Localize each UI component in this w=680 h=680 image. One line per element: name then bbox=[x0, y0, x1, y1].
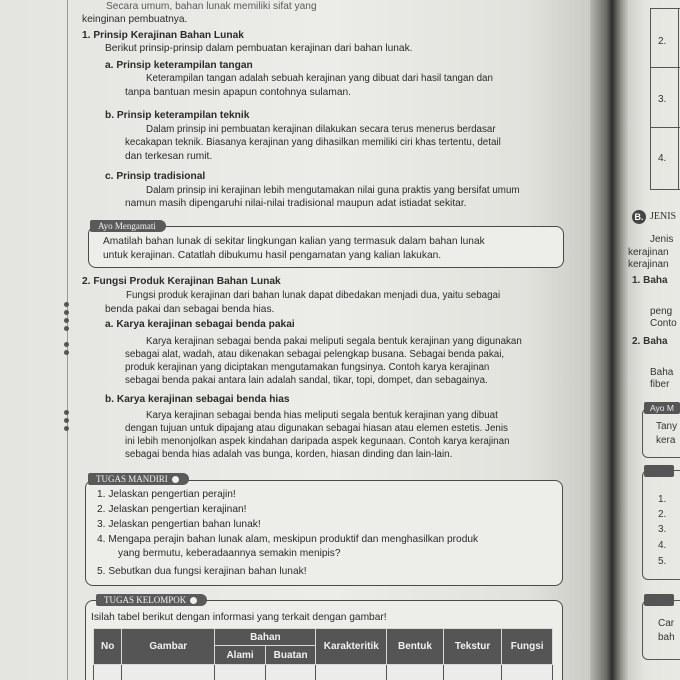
section-1-desc: Berikut prinsip-prinsip dalam pembuatan kerajinan dari bahan lunak. bbox=[105, 43, 413, 54]
table-cell[interactable] bbox=[387, 664, 444, 680]
principle-b-text: kecakapan teknik. Biasanya kerajinan yang dihasilkan memiliki ciri khas tertentu, detail bbox=[125, 137, 501, 148]
function-b-text: sebagai benda hias adalah vas bunga, korden, hiasan dinding dan lain-lain. bbox=[125, 449, 453, 460]
principle-b-text: Dalam prinsip ini pembuatan kerajinan dilakukan secara terus menerus berdasar bbox=[146, 124, 496, 135]
right-number: 5. bbox=[658, 556, 667, 567]
right-number: 3. bbox=[658, 524, 667, 535]
right-number: 4. bbox=[658, 540, 667, 551]
principle-b-text: dan terkesan rumit. bbox=[125, 151, 213, 162]
grid-number: 4. bbox=[658, 153, 667, 164]
table-cell[interactable] bbox=[122, 664, 215, 680]
function-b-text: dengan tujuan untuk dipajang atau digunakan sebagai hiasan atau elemen estetis. Jenis bbox=[125, 423, 508, 434]
th-no: No bbox=[94, 629, 122, 665]
intro-line: keinginan pembuatnya. bbox=[82, 14, 188, 25]
grid-number: 2. bbox=[658, 36, 667, 47]
principle-b-title: b. Prinsip keterampilan teknik bbox=[105, 110, 250, 121]
th-fungsi: Fungsi bbox=[502, 629, 553, 665]
right-text: kera bbox=[656, 435, 676, 446]
principle-c-text: namun masih dipengaruhi nilai-nilai tradisional maupun adat istiadat sekitar. bbox=[125, 198, 467, 209]
tugas-mandiri-label bbox=[88, 473, 189, 485]
th-gambar: Gambar bbox=[122, 629, 215, 665]
mandiri-item: 4. Mengapa perajin bahan lunak alam, meskipun produktif dan menghasilkan produk bbox=[97, 534, 479, 545]
th-buatan: Buatan bbox=[265, 646, 316, 665]
right-text: Conto bbox=[650, 318, 677, 329]
section-2-text: benda pakai dan sebagai benda hias. bbox=[105, 304, 275, 315]
right-text: Baha bbox=[650, 367, 674, 378]
principle-a-text: tanpa bantuan mesin apapun contohnya sulaman. bbox=[125, 87, 351, 98]
grid-number: 3. bbox=[658, 94, 667, 105]
section-2-text: Fungsi produk kerajinan dari bahan lunak dapat dibedakan menjadi dua, yaitu sebagai bbox=[126, 290, 501, 301]
right-task-label bbox=[644, 465, 674, 477]
tugas-mandiri-label-text: TUGAS MANDIRI bbox=[96, 474, 168, 484]
right-text: kerajinan bbox=[628, 259, 669, 270]
right-text: peng bbox=[650, 306, 673, 317]
right-number: 1. bbox=[658, 494, 667, 505]
function-b-text: Karya kerajinan sebagai benda hias meliputi segala bentuk kerajinan yang dibuat bbox=[146, 410, 498, 421]
ayo-mengamati-label bbox=[90, 220, 166, 232]
right-number: 2. bbox=[658, 509, 667, 520]
th-bentuk: Bentuk bbox=[387, 629, 444, 665]
tugas-kelompok-label-text: TUGAS KELOMPOK bbox=[104, 595, 187, 605]
section-b-badge: B. bbox=[632, 210, 646, 224]
section-2-title: 2. Fungsi Produk Kerajinan Bahan Lunak bbox=[82, 276, 281, 287]
principle-c-title: c. Prinsip tradisional bbox=[105, 171, 206, 182]
th-tekstur: Tekstur bbox=[443, 629, 502, 665]
grid-line bbox=[651, 67, 680, 68]
right-text: Car bbox=[658, 618, 675, 629]
function-a-text: sebagai benda pakai antara lain adalah sandal, tikar, topi, dompet, dan sebagainya. bbox=[125, 375, 488, 386]
table-cell[interactable] bbox=[502, 664, 553, 680]
table-cell[interactable] bbox=[443, 664, 502, 680]
right-group-box bbox=[642, 600, 680, 660]
ayo-mengamati-text: Amatilah bahan lunak di sekitar lingkungan kalian yang termasuk dalam bahan lunak bbox=[103, 236, 485, 247]
principle-a-text: Keterampilan tangan adalah sebuah kerajinan yang dibuat dari hasil tangan dan bbox=[146, 73, 493, 84]
table-row bbox=[94, 664, 553, 680]
mandiri-item: 2. Jelaskan pengertian kerajinan! bbox=[97, 504, 247, 515]
right-ayo-label: Ayo M bbox=[644, 402, 680, 414]
intro-line: Secara umum, bahan lunak memiliki sifat yang bbox=[106, 1, 317, 12]
function-b-title: b. Karya kerajinan sebagai benda hias bbox=[105, 394, 290, 405]
right-text: Tany bbox=[656, 421, 678, 432]
binder-dots bbox=[63, 410, 71, 434]
function-a-text: sebagai alat, wadah, atau dikenakan sebagai pelengkap busana. Sebagai benda pakai, bbox=[125, 349, 505, 360]
ribbon-dot-icon bbox=[172, 476, 179, 483]
right-ayo-box bbox=[642, 408, 680, 458]
principle-c-text: Dalam prinsip ini kerajinan lebih mengutamakan nilai guna praktis yang bersifat umum bbox=[146, 185, 520, 196]
grid-line bbox=[651, 127, 680, 128]
tugas-kelompok-label bbox=[96, 594, 207, 606]
function-a-title: a. Karya kerajinan sebagai benda pakai bbox=[105, 319, 295, 330]
mandiri-item: 5. Sebutkan dua fungsi kerajinan bahan lunak! bbox=[97, 566, 307, 577]
th-karakteritik: Karakteritik bbox=[316, 629, 387, 665]
function-a-text: produk kerajinan yang diciptakan mengutamakan fungsinya. Contoh karya kerajinan bbox=[125, 362, 490, 373]
margin-rule bbox=[67, 0, 68, 680]
kelompok-text: Isilah tabel berikut dengan informasi yang terkait dengan gambar! bbox=[91, 612, 387, 623]
right-group-label bbox=[644, 594, 674, 606]
right-text: bah bbox=[658, 632, 675, 643]
function-b-text: ini lebih menonjolkan aspek kindahan daripada aspek kegunaan. Contoh karya kerajinan bbox=[125, 436, 510, 447]
binder-dots bbox=[63, 342, 71, 358]
table-cell[interactable] bbox=[265, 664, 316, 680]
book-gutter bbox=[590, 0, 630, 680]
right-title: JENIS bbox=[650, 211, 677, 222]
ayo-mengamati-label-text: Ayo Mengamati bbox=[98, 221, 156, 231]
table-cell[interactable] bbox=[316, 664, 387, 680]
section-1-title: 1. Prinsip Kerajinan Bahan Lunak bbox=[82, 30, 244, 41]
ayo-mengamati-text: untuk kerajinan. Catatlah dibukumu hasil pengamatan yang kalian lakukan. bbox=[103, 250, 442, 261]
binder-dots bbox=[63, 302, 71, 334]
kelompok-table bbox=[93, 628, 553, 680]
right-text: 2. Baha bbox=[632, 336, 668, 347]
right-text: 1. Baha bbox=[632, 275, 668, 286]
function-a-text: Karya kerajinan sebagai benda pakai meliputi segala bentuk kerajinan yang digunakan bbox=[146, 336, 522, 347]
principle-a-title: a. Prinsip keterampilan tangan bbox=[105, 60, 253, 71]
right-text: Jenis bbox=[650, 234, 674, 245]
right-text: fiber bbox=[650, 379, 670, 390]
right-text: kerajinan bbox=[628, 247, 669, 258]
table-cell[interactable] bbox=[94, 664, 122, 680]
mandiri-item: 3. Jelaskan pengertian bahan lunak! bbox=[97, 519, 261, 530]
table-cell[interactable] bbox=[215, 664, 266, 680]
right-page bbox=[628, 0, 680, 680]
th-bahan: Bahan bbox=[215, 629, 316, 646]
mandiri-item: yang bermutu, keberadaannya semakin menipis? bbox=[118, 548, 341, 559]
mandiri-item: 1. Jelaskan pengertian perajin! bbox=[97, 489, 236, 500]
th-alami: Alami bbox=[215, 646, 266, 665]
ribbon-dot-icon bbox=[190, 597, 197, 604]
